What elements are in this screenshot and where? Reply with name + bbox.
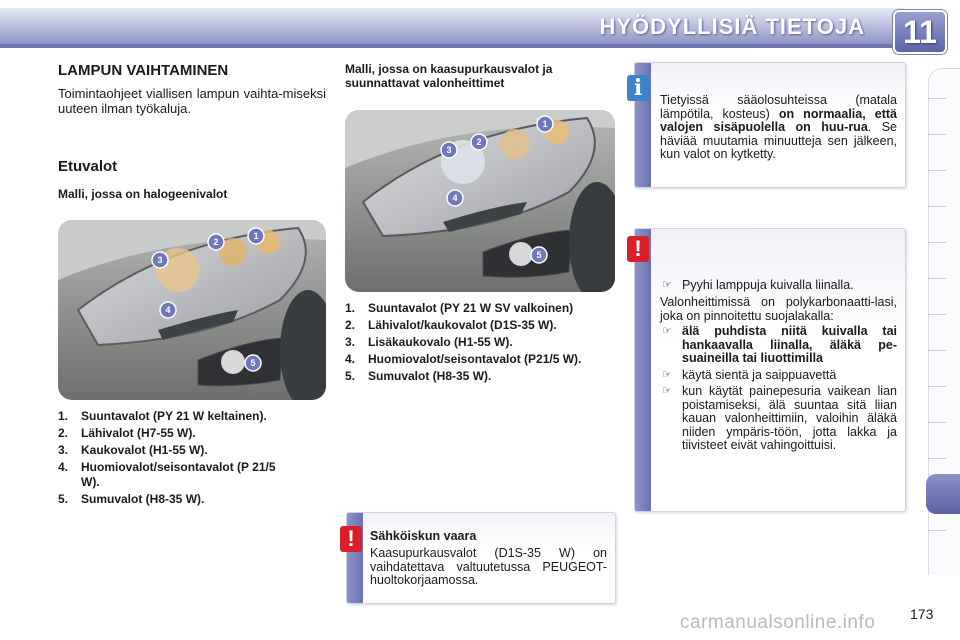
chapter-tab[interactable] — [928, 386, 946, 387]
halogen-heading: Malli, jossa on halogeenivalot — [58, 187, 228, 201]
xenon-headlight-photo — [345, 110, 615, 292]
page-number: 173 — [910, 606, 934, 622]
chapter-tab[interactable] — [928, 530, 946, 531]
photo-label-5: 5 — [536, 250, 542, 260]
box-sidebar — [635, 229, 651, 511]
warning-bullets — [660, 325, 897, 456]
list-item: 4. Huomiovalot/seisontavalot (P21/5 W). — [345, 352, 582, 366]
list-item: 5. Sumuvalot (H8-35 W). — [58, 492, 205, 506]
warning-bullet-1 — [660, 279, 897, 296]
chapter-tab[interactable] — [928, 458, 946, 459]
info-icon: i — [627, 75, 649, 101]
list-item: 4. Huomiovalot/seisontavalot (P 21/5 W). — [58, 460, 276, 489]
chapter-tab[interactable] — [928, 314, 946, 315]
photo-label-3: 3 — [157, 255, 163, 265]
photo-label-2: 2 — [476, 137, 482, 147]
shock-text: Kaasupurkausvalot (D1S-35 W) on vaihdatettava valtuutetussa PEUGEOT-huoltokorjaamossa. — [370, 546, 607, 587]
intro-text: Toimintaohjeet viallisen lampun vaihta-miseksi uuteen ilman työkaluja. — [58, 86, 326, 116]
list-item: 5. Sumuvalot (H8-35 W). — [345, 369, 492, 383]
warning-paragraph: Valonheittimissä on polykarbonaatti-lasi, joka on pinnoitettu suojalakalla: — [660, 295, 897, 323]
pointer-icon: ☞ — [662, 279, 672, 291]
photo-label-3: 3 — [446, 145, 452, 155]
list-item: 2. Lähivalot (H7-55 W). — [58, 426, 196, 440]
list-item: 1. Suuntavalot (PY 21 W SV valkoinen) — [345, 301, 574, 315]
xenon-heading: Malli, jossa on kaasupurkausvalot ja suunnattavat valonheittimet — [345, 62, 553, 90]
photo-label-5: 5 — [250, 358, 256, 368]
list-item: ☞ käytä sientä ja saippuavettä — [662, 367, 837, 382]
list-item: 3. Lisäkaukovalo (H1-55 W). — [345, 335, 513, 349]
list-item: ☞ kun käytät painepesuria vaikean lian poistamiseksi, älä suuntaa sitä liian kauan valonheittimiin, valoihin äläkä niiden ympäris-töön, jotta lakka ja tiivisteet eivät vahingoittuisi. — [662, 384, 897, 452]
halogen-bulb-list — [58, 409, 333, 509]
list-item: ☞ Pyyhi lamppuja kuivalla liinalla. — [662, 278, 854, 292]
photo-label-1: 1 — [542, 119, 548, 129]
chapter-number: 11 — [903, 14, 937, 50]
main-heading: LAMPUN VAIHTAMINEN — [58, 62, 229, 79]
list-item: ☞ älä puhdista niitä kuivalla tai hankaavalla liinalla, äläkä pe-suaineilla tai liuottimilla — [662, 324, 897, 365]
page-header — [0, 0, 960, 52]
chapter-tab[interactable] — [928, 242, 946, 243]
header-stripe — [0, 44, 905, 48]
warning-icon: ! — [627, 236, 649, 262]
watermark: carmanualsonline.info — [680, 612, 876, 633]
chapter-tab[interactable] — [928, 422, 946, 423]
shock-title: Sähköiskun vaara — [370, 529, 477, 543]
section-title: HYÖDYLLISIÄ TIETOJA — [599, 14, 865, 39]
chapter-badge — [893, 10, 947, 54]
info-text: Tietyissä sääolosuhteissa (matala lämpötila, kosteus) on normaalia, että valojen sisäpuolella on huu-rua. Se häviää muutamia minuutteja sen jälkeen, kun valot on kytketty. — [660, 93, 897, 161]
chapter-tab[interactable] — [928, 98, 946, 99]
list-item: 3. Kaukovalot (H1-55 W). — [58, 443, 208, 457]
chapter-tab[interactable] — [928, 170, 946, 171]
pointer-icon: ☞ — [662, 385, 672, 397]
subheading-front-lights: Etuvalot — [58, 158, 118, 175]
xenon-bulb-list — [345, 301, 620, 386]
chapter-tab-active[interactable] — [926, 474, 960, 514]
chapter-tab[interactable] — [928, 350, 946, 351]
photo-label-4: 4 — [165, 305, 171, 315]
photo-label-4: 4 — [452, 193, 458, 203]
list-item: 2. Lähivalot/kaukovalot (D1S-35 W). — [345, 318, 557, 332]
chapter-tab[interactable] — [928, 134, 946, 135]
halogen-headlight-photo — [58, 220, 326, 400]
chapter-tab[interactable] — [928, 206, 946, 207]
warning-icon: ! — [340, 526, 362, 552]
chapter-tab[interactable] — [928, 278, 946, 279]
photo-label-1: 1 — [253, 231, 259, 241]
photo-label-2: 2 — [213, 237, 219, 247]
list-item: 1. Suuntavalot (PY 21 W keltainen). — [58, 409, 267, 423]
pointer-icon: ☞ — [662, 368, 672, 381]
pointer-icon: ☞ — [662, 325, 672, 337]
